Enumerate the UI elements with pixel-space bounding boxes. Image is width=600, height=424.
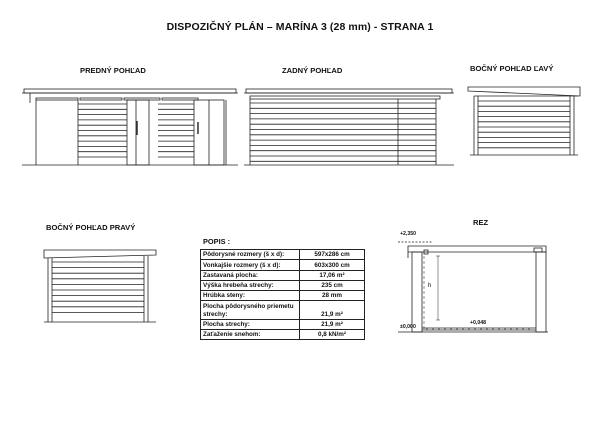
page-title: DISPOZIČNÝ PLÁN – MARÍNA 3 (28 mm) - STRANA 1 bbox=[166, 21, 434, 33]
spec-value: 28 mm bbox=[300, 291, 365, 301]
spec-value: 235 cm bbox=[300, 280, 365, 290]
section-view-label: REZ bbox=[473, 218, 489, 227]
spec-value: 597x286 cm bbox=[300, 250, 365, 260]
level-base: ±0,000 bbox=[400, 324, 416, 330]
spec-row bbox=[201, 291, 365, 301]
popis-heading: POPIS : bbox=[203, 237, 231, 246]
spec-row bbox=[201, 330, 365, 340]
spec-label: Vonkajšie rozmery (š x d): bbox=[201, 260, 300, 270]
left-view-label: BOČNÝ POHĽAD ĽAVÝ bbox=[470, 64, 554, 73]
spec-label: Plocha pôdorysného priemetu strechy: bbox=[201, 301, 300, 319]
level-floor: +0,048 bbox=[470, 320, 487, 326]
spec-label: Hrúbka steny: bbox=[201, 291, 300, 301]
back-view-label: ZADNÝ POHĽAD bbox=[282, 66, 343, 75]
level-top: +2,350 bbox=[400, 231, 417, 237]
right-side-elevation bbox=[44, 250, 156, 322]
spec-row bbox=[201, 319, 365, 329]
spec-value: 17,06 m² bbox=[300, 270, 365, 280]
spec-label: Výška hrebeňa strechy: bbox=[201, 280, 300, 290]
spec-row bbox=[201, 301, 365, 319]
spec-label: Zaťaženie snehom: bbox=[201, 330, 300, 340]
right-view-label: BOČNÝ POHĽAD PRAVÝ bbox=[46, 223, 136, 232]
spec-table bbox=[200, 249, 365, 340]
front-elevation bbox=[22, 89, 238, 165]
spec-row bbox=[201, 270, 365, 280]
spec-value: 21,9 m² bbox=[300, 319, 365, 329]
spec-row bbox=[201, 250, 365, 260]
left-side-elevation bbox=[468, 87, 580, 155]
spec-label: Zastavaná plocha: bbox=[201, 270, 300, 280]
height-mark: h bbox=[428, 283, 432, 289]
spec-value: 21,9 m² bbox=[300, 301, 365, 319]
spec-value: 0,8 kN/m² bbox=[300, 330, 365, 340]
back-elevation bbox=[244, 89, 454, 165]
spec-value: 603x300 cm bbox=[300, 260, 365, 270]
spec-row bbox=[201, 280, 365, 290]
spec-label: Plocha strechy: bbox=[201, 319, 300, 329]
spec-row bbox=[201, 260, 365, 270]
section-rez bbox=[398, 242, 548, 332]
front-view-label: PREDNÝ POHĽAD bbox=[80, 66, 146, 75]
spec-label: Pôdorysné rozmery (š x d): bbox=[201, 250, 300, 260]
